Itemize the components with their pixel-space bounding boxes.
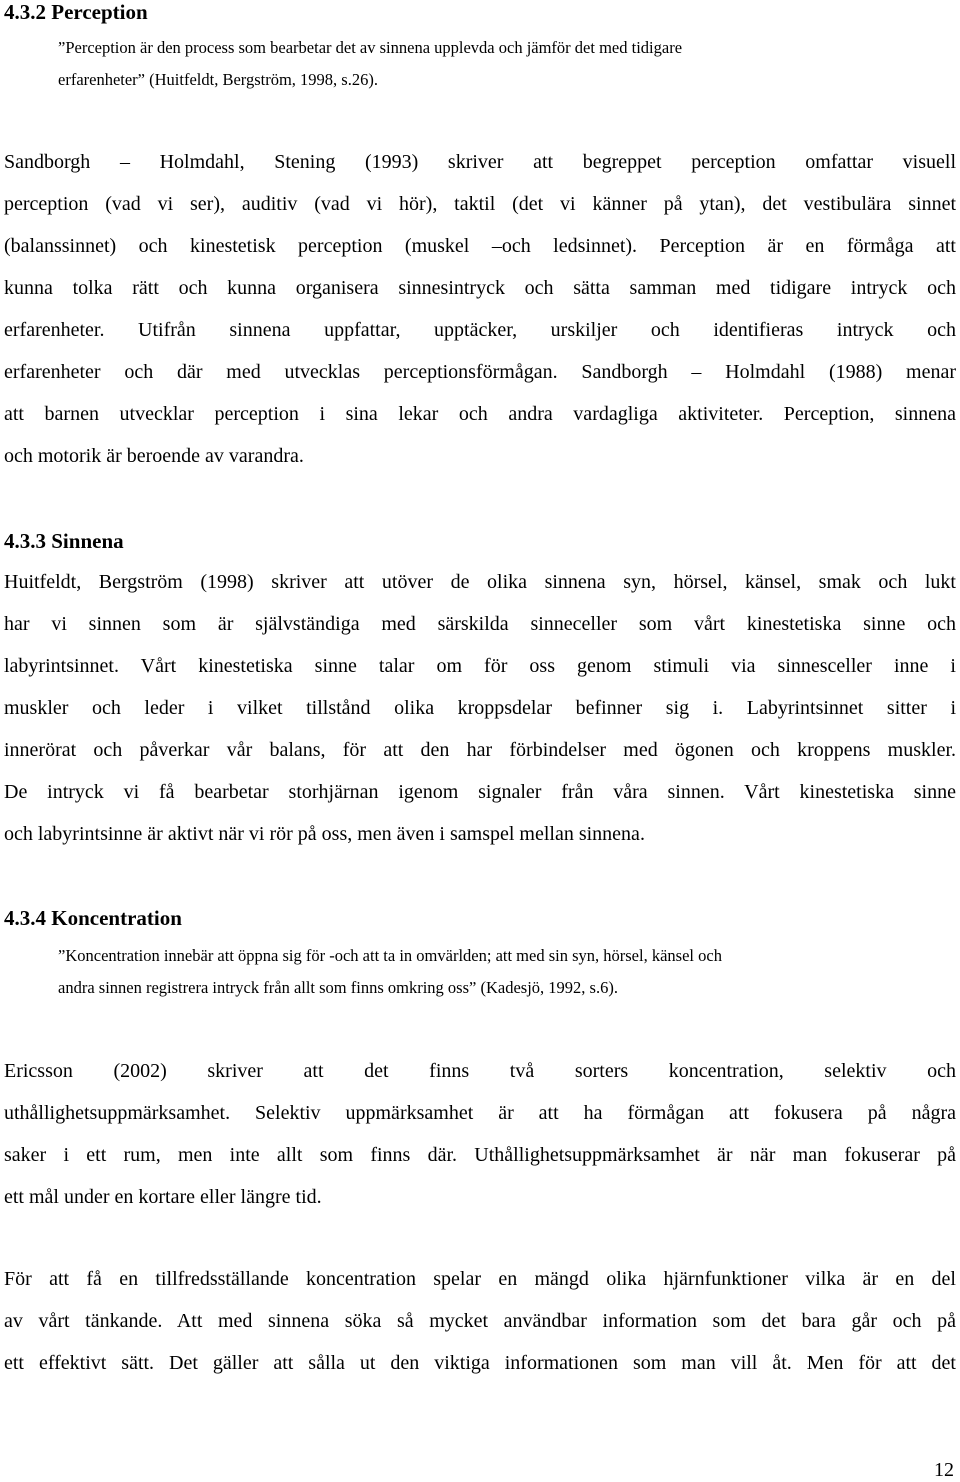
- text-line: Sandborgh – Holmdahl, Stening (1993) skriver att begreppet perception omfattar visuell: [4, 151, 956, 173]
- paragraph-perception: [4, 141, 956, 477]
- text-line: labyrintsinnet. Vårt kinestetiska sinne talar om för oss genom stimuli via sinnesceller inne i: [4, 655, 956, 677]
- text-line: har vi sinnen som är självständiga med särskilda sinneceller som vårt kinestetiska sinne och: [4, 613, 956, 635]
- quote-perception-line-1: ”Perception är den process som bearbetar det av sinnena upplevda och jämför det med tidigare: [58, 38, 683, 57]
- text-line: För att få en tillfredsställande koncentration spelar en mängd olika hjärnfunktioner vilka är en del: [4, 1268, 956, 1290]
- text-line: ett effektivt sätt. Det gäller att sålla ut den viktiga informationen som man vill åt. Men för att det: [4, 1352, 956, 1374]
- text-line: att barnen utvecklar perception i sina lekar och andra vardagliga aktiviteter. Perception, sinnena: [4, 403, 956, 425]
- heading-perception: 4.3.2 Perception: [4, 0, 148, 24]
- quote-perception-line-2: erfarenheter” (Huitfeldt, Bergström, 1998, s.26).: [58, 70, 378, 89]
- text-line: saker i ett rum, men inte allt som finns där. Uthållighetsuppmärksamhet är när man fokuserar på: [4, 1144, 956, 1166]
- quote-perception: [58, 32, 938, 96]
- text-line: (balanssinnet) och kinestetisk perception (muskel –och ledsinnet). Perception är en förmåga att: [4, 235, 956, 257]
- text-line: perception (vad vi ser), auditiv (vad vi hör), taktil (det vi känner på ytan), det vestibulära sinnet: [4, 193, 956, 215]
- text-line: ett mål under en kortare eller längre tid.: [4, 1186, 322, 1208]
- paragraph-sinnena: [4, 561, 956, 855]
- heading-sinnena: 4.3.3 Sinnena: [4, 529, 124, 553]
- heading-koncentration: 4.3.4 Koncentration: [4, 906, 182, 930]
- text-line: Huitfeldt, Bergström (1998) skriver att utöver de olika sinnena syn, hörsel, känsel, smak och lukt: [4, 571, 956, 593]
- text-line: uthållighetsuppmärksamhet. Selektiv uppmärksamhet är att ha förmågan att fokusera på några: [4, 1102, 956, 1124]
- quote-koncentration: [58, 940, 938, 1004]
- text-line: erfarenheter och där med utvecklas perceptionsförmågan. Sandborgh – Holmdahl (1988) menar: [4, 361, 956, 383]
- text-line: och labyrintsinne är aktivt när vi rör på oss, men även i samspel mellan sinnena.: [4, 823, 645, 845]
- text-line: innerörat och påverkar vår balans, för att den har förbindelser med ögonen och kroppens muskler.: [4, 739, 956, 761]
- text-line: erfarenheter. Utifrån sinnena uppfattar, upptäcker, urskiljer och identifieras intryck och: [4, 319, 956, 341]
- text-line: muskler och leder i vilket tillstånd olika kroppsdelar befinner sig i. Labyrintsinnet sitter i: [4, 697, 956, 719]
- quote-koncentration-line-2: andra sinnen registrera intryck från allt som finns omkring oss” (Kadesjö, 1992, s.6).: [58, 978, 618, 997]
- paragraph-koncentration-2: [4, 1258, 956, 1384]
- paragraph-koncentration-1: [4, 1050, 956, 1218]
- quote-koncentration-line-1: ”Koncentration innebär att öppna sig för -och att ta in omvärlden; att med sin syn, hörsel, känsel och: [58, 946, 722, 965]
- page-number: 12: [934, 1459, 954, 1481]
- text-line: kunna tolka rätt och kunna organisera sinnesintryck och sätta samman med tidigare intryck och: [4, 277, 956, 299]
- text-line: De intryck vi få bearbetar storhjärnan igenom signaler från våra sinnen. Vårt kinestetiska sinne: [4, 781, 956, 803]
- text-line: av vårt tänkande. Att med sinnena söka så mycket användbar information som det bara går och på: [4, 1310, 956, 1332]
- text-line: och motorik är beroende av varandra.: [4, 445, 304, 467]
- text-line: Ericsson (2002) skriver att det finns två sorters koncentration, selektiv och: [4, 1060, 956, 1082]
